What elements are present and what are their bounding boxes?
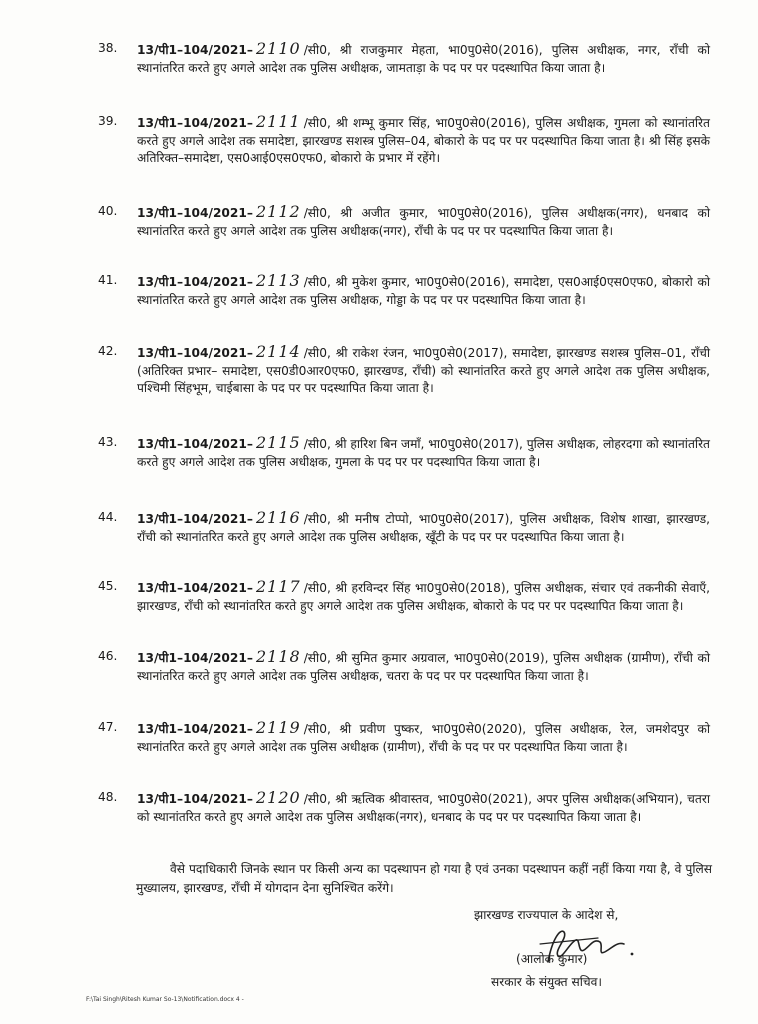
reference-number: 13/पी1–104/2021– <box>137 792 253 806</box>
entry-45 <box>98 578 710 615</box>
entry-number: 38. <box>98 41 118 55</box>
handwritten-number: 2110 <box>255 39 301 58</box>
handwritten-number: 2113 <box>255 271 301 290</box>
reference-number: 13/पी1–104/2021– <box>137 43 253 57</box>
reference-number: 13/पी1–104/2021– <box>137 116 253 130</box>
handwritten-number: 2114 <box>255 342 301 361</box>
reference-number: 13/पी1–104/2021– <box>137 512 253 526</box>
file-path-footer: F:\Tai Singh\Ritesh Kumar So-13\Notification.docx 4 - <box>86 996 244 1003</box>
handwritten-number: 2111 <box>255 112 301 131</box>
handwritten-number: 2115 <box>255 433 301 452</box>
entry-number: 43. <box>98 435 118 449</box>
entry-text: /सी0, श्री प्रवीण पुष्कर, भा0पु0से0(2020), पुलिस अधीक्षक, रेल, जमशेदपुर को स्थानांतरित करते हुए अगले आदेश तक पुलिस अधीक्षक (ग्रामीण), राँची के पद पर पर पदस्थापित किया जाता है। <box>137 722 710 754</box>
handwritten-number: 2117 <box>255 577 301 596</box>
entry-text: /सी0, श्री मनीष टोप्पो, भा0पु0से0(2017), पुलिस अधीक्षक, विशेष शाखा, झारखण्ड, राँची को स्थानांतरित करते हुए अगले आदेश तक पुलिस अधीक्षक, खूँटी के पद पर पर पदस्थापित किया जाता है। <box>137 512 710 544</box>
entry-38 <box>98 40 710 77</box>
entry-text: /सी0, श्री हारिश बिन जमाँ, भा0पु0से0(2017), पुलिस अधीक्षक, लोहरदगा को स्थानांतरित करते हुए अगले आदेश तक पुलिस अधीक्षक, गुमला के पद पर पर पदस्थापित किया जाता है। <box>137 437 710 469</box>
handwritten-number: 2119 <box>255 718 301 737</box>
handwritten-number: 2112 <box>255 202 301 221</box>
handwritten-number: 2118 <box>255 647 301 666</box>
entry-46 <box>98 648 710 685</box>
closing-paragraph: वैसे पदाधिकारी जिनके स्थान पर किसी अन्य का पदस्थापन हो गया है एवं उनका पदस्थापन कहीं नहीं किया गया है, वे पुलिस मुख्यालय, झारखण्ड, राँची में योगदान देना सुनिश्चित करेंगे। <box>136 862 712 895</box>
entry-text: /सी0, श्री मुकेश कुमार, भा0पु0से0(2016), समादेष्टा, एस0आई0एस0एफ0, बोकारो को स्थानांतरित करते हुए अगले आदेश तक पुलिस अधीक्षक, गोड्डा के पद पर पर पदस्थापित किया जाता है। <box>137 275 710 307</box>
entry-text: /सी0, श्री अजीत कुमार, भा0पु0से0(2016), पुलिस अधीक्षक(नगर), धनबाद को स्थानांतरित करते हुए अगले आदेश तक पुलिस अधीक्षक(नगर), राँची के पद पर पर पदस्थापित किया जाता है। <box>137 206 710 238</box>
handwritten-number: 2116 <box>255 508 301 527</box>
entry-43 <box>98 434 710 471</box>
order-line: झारखण्ड राज्यपाल के आदेश से, <box>474 908 619 922</box>
entry-number: 44. <box>98 510 118 524</box>
reference-number: 13/पी1–104/2021– <box>137 206 253 220</box>
entry-48 <box>98 789 710 826</box>
signatory-name: (आलोक कुमार) <box>516 952 588 966</box>
reference-number: 13/पी1–104/2021– <box>137 722 253 736</box>
reference-number: 13/पी1–104/2021– <box>137 346 253 360</box>
reference-number: 13/पी1–104/2021– <box>137 437 253 451</box>
handwritten-number: 2120 <box>255 788 301 807</box>
entry-text: /सी0, श्री राजकुमार मेहता, भा0पु0से0(2016), पुलिस अधीक्षक, नगर, राँची को स्थानांतरित करते हुए अगले आदेश तक पुलिस अधीक्षक, जामताड़ा के पद पर पर पदस्थापित किया जाता है। <box>137 43 710 75</box>
entry-40 <box>98 203 710 240</box>
entry-text: /सी0, श्री ऋत्विक श्रीवास्तव, भा0पु0से0(2021), अपर पुलिस अधीक्षक(अभियान), चतरा को स्थानांतरित करते हुए अगले आदेश तक पुलिस अधीक्षक(नगर), धनबाद के पद पर पर पदस्थापित किया जाता है। <box>137 792 710 824</box>
entry-number: 48. <box>98 790 118 804</box>
entry-number: 45. <box>98 579 118 593</box>
entry-number: 47. <box>98 720 118 734</box>
entry-text: /सी0, श्री राकेश रंजन, भा0पु0से0(2017), समादेष्टा, झारखण्ड सशस्त्र पुलिस–01, राँची (अतिरिक्त प्रभार– समादेष्टा, एस0डी0आर0एफ0, झारखण्ड, राँची) को स्थानांतरित करते हुए अगले आदेश तक पुलिस अधीक्षक, पश्चिमी सिंहभूम, चाईबासा के पद पर पर पदस्थापित किया जाता है। <box>137 346 710 395</box>
reference-number: 13/पी1–104/2021– <box>137 275 253 289</box>
entry-number: 39. <box>98 114 118 128</box>
entry-42 <box>98 343 710 398</box>
entry-number: 41. <box>98 273 118 287</box>
entry-41 <box>98 272 710 309</box>
reference-number: 13/पी1–104/2021– <box>137 651 253 665</box>
entry-text: /सी0, श्री हरविन्दर सिंह भा0पु0से0(2018), पुलिस अधीक्षक, संचार एवं तकनीकी सेवाएँ, झारखण्ड, राँची को स्थानांतरित करते हुए अगले आदेश तक पुलिस अधीक्षक, बोकारो के पद पर पर पदस्थापित किया जाता है। <box>137 581 710 613</box>
entry-text: /सी0, श्री सुमित कुमार अग्रवाल, भा0पु0से0(2019), पुलिस अधीक्षक (ग्रामीण), राँची को स्थानांतरित करते हुए अगले आदेश तक पुलिस अधीक्षक, चतरा के पद पर पर पदस्थापित किया जाता है। <box>137 651 710 683</box>
reference-number: 13/पी1–104/2021– <box>137 581 253 595</box>
signatory-designation: सरकार के संयुक्त सचिव। <box>491 975 603 989</box>
entry-47 <box>98 719 710 756</box>
entry-number: 46. <box>98 649 118 663</box>
entry-39 <box>98 113 710 168</box>
entry-number: 40. <box>98 204 118 218</box>
entry-number: 42. <box>98 344 118 358</box>
entry-44 <box>98 509 710 546</box>
entry-text: /सी0, श्री शम्भू कुमार सिंह, भा0पु0से0(2016), पुलिस अधीक्षक, गुमला को स्थानांतरित करते हुए अगले आदेश तक समादेष्टा, झारखण्ड सशस्त्र पुलिस–04, बोकारो के पद पर पर पदस्थापित किया जाता है। श्री सिंह इसके अतिरिक्त–समादेष्टा, एस0आई0एस0एफ0, बोकारो के प्रभार में रहेंगे। <box>137 116 710 165</box>
